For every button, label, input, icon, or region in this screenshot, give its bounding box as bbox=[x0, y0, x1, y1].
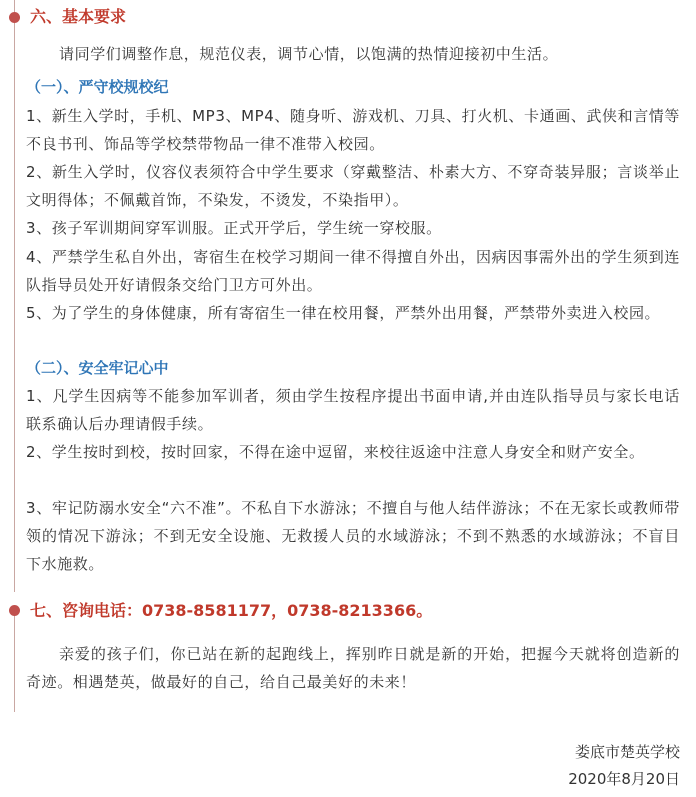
section-6-intro: 请同学们调整作息，规范仪表，调节心情，以饱满的热情迎接初中生活。 bbox=[59, 45, 559, 63]
part-1-item-2: 2、新生入学时，仪容仪表须符合中学生要求（穿戴整洁、朴素大方、不穿奇装异服；言谈举止文明得体；不佩戴首饰，不染发，不烫发，不染指甲）。 bbox=[26, 163, 680, 209]
timeline-rule-6 bbox=[14, 0, 15, 592]
part-1-item-5: 5、为了学生的身体健康，所有寄宿生一律在校用餐，严禁外出用餐，严禁带外卖进入校园。 bbox=[26, 304, 661, 322]
section-6-heading: 六、基本要求 bbox=[30, 7, 127, 26]
part-1-title: （一）、严守校规校纪 bbox=[26, 78, 169, 96]
timeline-rule-7 bbox=[14, 612, 15, 712]
part-1-item-1: 1、新生入学时，手机、MP3、MP4、随身听、游戏机、刀具、打火机、卡通画、武侠和言情等不良书刊、饰品等学校禁带物品一律不准带入校园。 bbox=[26, 107, 681, 153]
part-1-item-3: 3、孩子军训期间穿军训服。正式开学后，学生统一穿校服。 bbox=[26, 219, 442, 237]
part-2-title: （二）、安全牢记心中 bbox=[26, 359, 169, 377]
signature-date: 2020年8月20日 bbox=[568, 770, 680, 788]
section-7-heading: 七、咨询电话：0738-8581177，0738-8213366。 bbox=[30, 601, 433, 620]
timeline-dot-7 bbox=[9, 605, 20, 616]
timeline-dot-6 bbox=[9, 12, 20, 23]
part-2-item-2: 2、学生按时到校，按时回家，不得在途中逗留，来校往返途中注意人身安全和财产安全。 bbox=[26, 443, 645, 461]
part-2-item-1: 1、凡学生因病等不能参加军训者，须由学生按程序提出书面申请,并由连队指导员与家长电话联系确认后办理请假手续。 bbox=[26, 387, 680, 433]
part-2-item-3: 3、牢记防溺水安全“六不准”。不私自下水游泳；不擅自与他人结伴游泳；不在无家长或教师带领的情况下游泳；不到无安全设施、无救援人员的水域游泳；不到不熟悉的水域游泳；不盲目下水施救。 bbox=[26, 499, 680, 573]
part-1-item-4: 4、严禁学生私自外出，寄宿生在校学习期间一律不得擅自外出，因病因事需外出的学生须到连队指导员处开好请假条交给门卫方可外出。 bbox=[26, 248, 680, 294]
section-7-closing: 亲爱的孩子们，你已站在新的起跑线上，挥别昨日就是新的开始，把握今天就将创造新的奇迹。相遇楚英，做最好的自己，给自己最美好的未来！ bbox=[26, 645, 680, 691]
signature-school: 娄底市楚英学校 bbox=[574, 743, 680, 761]
